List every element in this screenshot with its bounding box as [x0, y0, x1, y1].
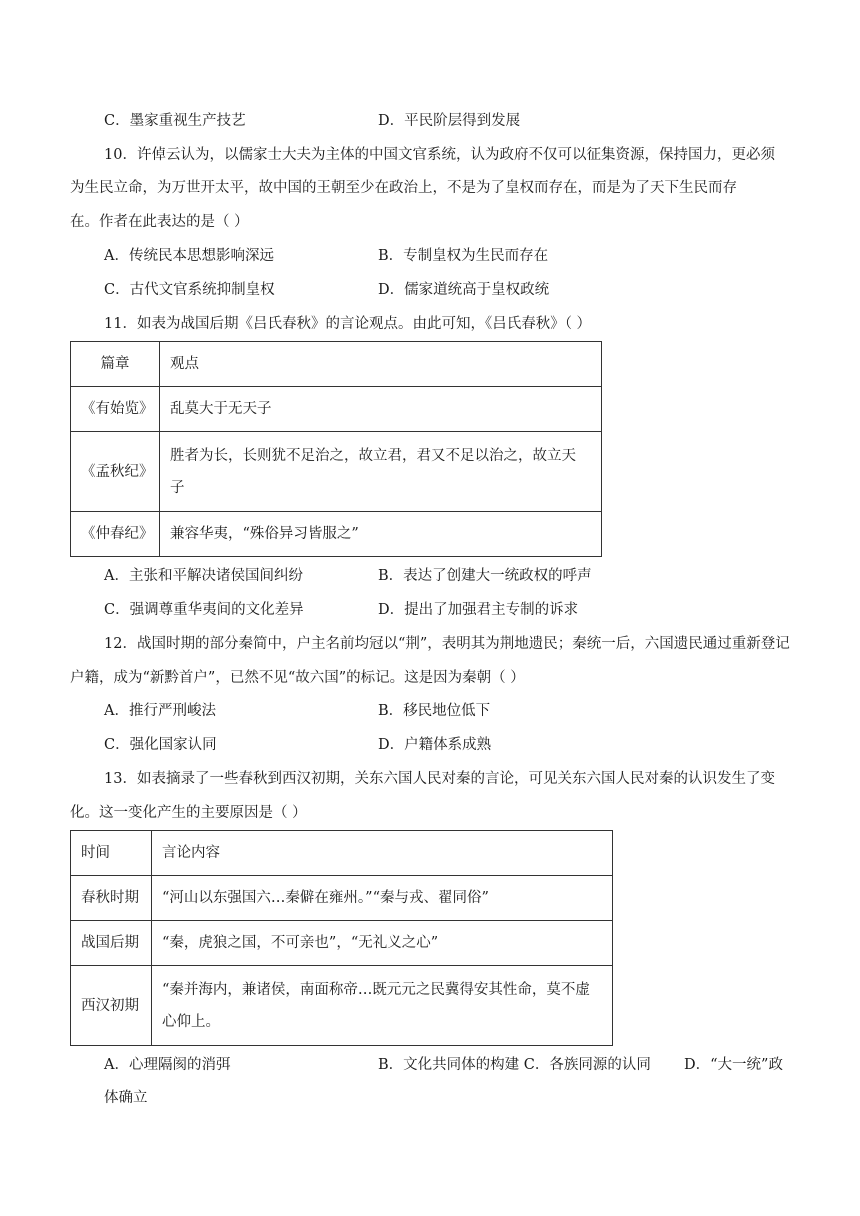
q11-option-b: B．表达了创建大一统政权的呼声 — [378, 568, 592, 584]
q13-table-r2-time: 战国后期 — [71, 921, 152, 966]
q12-option-a: A．推行严刑峻法 — [104, 703, 216, 719]
q11-table-r2-view-line1: 胜者为长，长则犹不足治之，故立君，君又不足以治之，故立天 — [170, 447, 576, 464]
q13-table-r3-content-line1: “秦并海内，兼诸侯，南面称帝…既元元之民冀得安其性命，莫不虚 — [162, 981, 590, 998]
q11-option-c: C．强调尊重华夷间的文化差异 — [104, 602, 304, 618]
q13-option-bc: B．文化共同体的构建 C．各族同源的认同 — [378, 1057, 651, 1073]
q10-option-a: A．传统民本思想影响深远 — [104, 248, 274, 264]
q13-stem-line2: 化。这一变化产生的主要原因是（ ） — [70, 805, 307, 821]
q13-table-r3-content — [152, 966, 613, 1046]
q10-option-d: D．儒家道统高于皇权政统 — [378, 282, 550, 298]
q13-table-r1-time: 春秋时期 — [71, 876, 152, 921]
q11-option-d: D．提出了加强君主专制的诉求 — [378, 602, 579, 618]
q12-option-b: B．移民地位低下 — [378, 703, 491, 719]
q12-option-d: D．户籍体系成熟 — [378, 737, 492, 753]
q10-stem-line2: 为生民立命，为万世开太平，故中国的王朝至少在政治上，不是为了皇权而存在，而是为了天下生民而存 — [70, 180, 737, 196]
q13-table-r1-content: “河山以东强国六…秦僻在雍州。”“秦与戎、翟同俗” — [152, 876, 613, 921]
q13-option-d-continued: 体确立 — [104, 1090, 148, 1106]
q13-table-r3-time: 西汉初期 — [71, 966, 152, 1046]
q13-stem-line1: 13．如表摘录了一些春秋到西汉初期，关东六国人民对秦的言论，可见关东六国人民对秦的认识发生了变 — [104, 771, 775, 787]
q13-table-header-content: 言论内容 — [152, 831, 613, 876]
q11-stem-line1: 11．如表为战国后期《吕氏春秋》的言论观点。由此可知，《吕氏春秋》（ ） — [104, 316, 592, 332]
q11-table-r3-chapter: 《仲春纪》 — [71, 512, 160, 557]
q13-table — [70, 830, 613, 1046]
q10-option-c: C．古代文官系统抑制皇权 — [104, 282, 275, 298]
q11-table-r3-view: 兼容华夷，“殊俗异习皆服之” — [160, 512, 602, 557]
q11-table-header-view: 观点 — [160, 342, 602, 387]
q11-table-r2-view — [160, 432, 602, 512]
q9-option-c: C．墨家重视生产技艺 — [104, 113, 246, 129]
q13-option-a: A．心理隔阂的消弭 — [104, 1057, 231, 1073]
q12-stem-line2: 户籍，成为“新黔首户”，已然不见“故六国”的标记。这是因为秦朝（ ） — [70, 670, 525, 686]
q11-option-a: A．主张和平解决诸侯国间纠纷 — [104, 568, 303, 584]
q11-table-r1-chapter: 《有始览》 — [71, 387, 160, 432]
q11-table-r2-view-line2: 子 — [170, 479, 185, 496]
q12-stem-line1: 12．战国时期的部分秦简中，户主名前均冠以“荆”，表明其为荆地遗民；秦统一后，六国遗民通过重新登记 — [104, 636, 790, 652]
q13-option-d: D．“大一统”政 — [684, 1057, 783, 1073]
q11-table-header-chapter: 篇章 — [71, 342, 160, 387]
q10-option-b: B．专制皇权为生民而存在 — [378, 248, 549, 264]
q11-table — [70, 341, 602, 557]
q9-option-d: D．平民阶层得到发展 — [378, 113, 521, 129]
q11-table-r2-chapter: 《孟秋纪》 — [71, 432, 160, 512]
q13-table-header-time: 时间 — [71, 831, 152, 876]
q10-stem-line1: 10．许倬云认为，以儒家士大夫为主体的中国文官系统，认为政府不仅可以征集资源，保持国力，更必须 — [104, 147, 775, 163]
q11-table-r1-view: 乱莫大于无天子 — [160, 387, 602, 432]
q13-table-r3-content-line2: 心仰上。 — [162, 1013, 220, 1030]
q13-table-r2-content: “秦，虎狼之国，不可亲也”，“无礼义之心” — [152, 921, 613, 966]
q12-option-c: C．强化国家认同 — [104, 737, 217, 753]
q10-stem-line3: 在。作者在此表达的是（ ） — [70, 214, 249, 230]
